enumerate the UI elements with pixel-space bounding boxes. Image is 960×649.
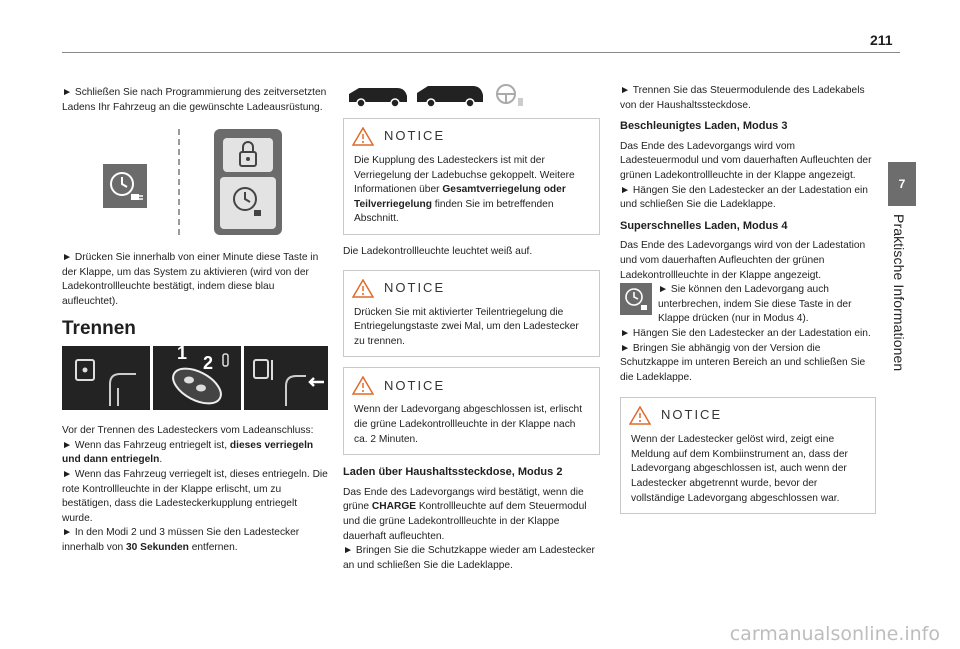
notice-box — [620, 397, 876, 514]
warning-icon — [352, 127, 374, 146]
text: Die Kupplung des Ladesteckers ist mit der Verriegelung der Ladebuchse gekoppelt. Weitere Informationen über — [354, 155, 575, 196]
header-rule — [62, 52, 900, 53]
van-icon — [347, 84, 409, 108]
chapter-tab[interactable]: 7 — [888, 162, 916, 206]
text: Das Ende des Ladevorgangs wird bestätigt, wenn die grüne — [343, 486, 584, 513]
paragraph: Vor der Trennen des Ladesteckers vom Ladeanschluss: — [62, 425, 314, 437]
paragraph: Die Ladekontrollleuchte leuchtet weiß auf. — [343, 245, 533, 257]
page-number: 211 — [870, 32, 893, 48]
paragraph — [343, 486, 600, 544]
step-number-2: 2 — [203, 353, 214, 374]
text: finden Sie im betreffenden Abschnitt. — [354, 198, 554, 225]
warning-icon — [352, 376, 374, 395]
bullet-item: ► Hängen Sie den Ladestecker an der Ladestation ein und schließen Sie die Ladeklappe. — [620, 184, 876, 213]
notice-text: Wenn der Ladevorgang abgeschlossen ist, erlischt die grüne Ladekontrollleuchte in der Klappe nach ca. 2 Minuten. — [354, 404, 583, 445]
subsection-heading: Laden über Haushaltssteckdose, Modus 2 — [343, 466, 563, 479]
notice-box — [343, 270, 600, 358]
key-fob-icon — [153, 343, 241, 410]
bullet-item: ► Bringen Sie abhängig von der Version die Schutzkappe im unteren Bereich an und schließen Sie die Ladeklappe. — [620, 342, 876, 386]
charging-flap-panel — [214, 129, 282, 235]
bullet-item: ► Wenn das Fahrzeug verriegelt ist, dieses entriegeln. Die rote Kontrollleuchte in der Klappe erlischt, um zu bestätigen, dass die Ladesteckerkupplung entriegelt wurde. — [62, 468, 328, 526]
bullet-with-icon — [620, 283, 876, 327]
notice-label: NOTICE — [384, 377, 446, 393]
emphasis: Gesamtverriegelung oder Teilverriegelung — [354, 184, 566, 210]
timer-plug-icon — [103, 164, 147, 208]
column-3 — [620, 84, 876, 524]
paragraph: Das Ende des Ladevorgangs wird von der Ladestation und vom dauerhaften Aufleuchten der grünen Ladekontrollleuchte in der Klappe angezeigt. — [620, 240, 866, 281]
paragraph: ► Drücken Sie innerhalb von einer Minute diese Taste in der Klappe, um das System zu aktivieren (wird von der Ladekontrollleuchte bestätigt, indem diese blau aufleuchtet). — [62, 251, 328, 309]
notice-label: NOTICE — [384, 279, 446, 295]
paragraph: ► Schließen Sie nach Programmierung des zeitversetzten Ladens Ihr Fahrzeug an die gewünschte Ladeausrüstung. — [62, 86, 328, 115]
lock-icon — [223, 138, 273, 172]
column-2 — [343, 80, 600, 579]
bullet-item: ► Trennen Sie das Steuermodulende des Ladekabels von der Haushaltssteckdose. — [620, 84, 876, 113]
disconnect-figure — [62, 343, 328, 410]
emphasis: 30 Sekunden — [126, 541, 189, 553]
divider-dashed — [178, 129, 180, 235]
text: In den Modi 2 und 3 müssen Sie den Ladestecker innerhalb von — [62, 527, 300, 553]
text: Wenn das Fahrzeug entriegelt ist, — [74, 439, 230, 451]
bullet-item — [62, 526, 328, 555]
warning-icon — [352, 279, 374, 298]
paragraph: Das Ende des Ladevorgangs wird vom Ladesteuermodul und vom dauerhaften Aufleuchten der grünen Ladekontrollleuchte in der Klappe angezeigt. — [620, 140, 872, 181]
notice-box — [343, 367, 600, 455]
timer-button[interactable] — [220, 177, 276, 229]
notice-box — [343, 118, 600, 235]
bullet-item: ► Hängen Sie den Ladestecker an der Ladestation ein. — [620, 327, 876, 342]
notice-label: NOTICE — [384, 128, 446, 144]
bullet-item: ► Sie können den Ladevorgang auch unterbrechen, indem Sie diese Taste in der Klappe drücken (nur in Modus 4). — [620, 283, 876, 327]
emphasis: CHARGE — [371, 501, 417, 513]
timer-plug-icon — [620, 283, 652, 315]
step-number-1: 1 — [177, 343, 188, 364]
steering-wheel-icon — [491, 82, 525, 108]
text: Kontrollleuchte auf dem Steuermodul und die grüne Ladekontrollleuchte in der Klappe dauerhaft aufleuchten. — [343, 501, 587, 542]
timer-button-figure — [62, 127, 328, 243]
section-heading: Trennen — [62, 317, 136, 339]
watermark[interactable]: carmanualsonline.info — [729, 623, 940, 645]
emphasis: dieses verriegeln und dann entriegeln — [62, 439, 314, 466]
text: entfernen. — [188, 541, 238, 553]
text: . — [159, 454, 163, 466]
bullet-item: ► Bringen Sie die Schutzkappe wieder am Ladestecker an und schließen Sie die Ladeklappe. — [343, 544, 600, 573]
warning-icon — [629, 406, 651, 425]
column-1 — [62, 86, 328, 562]
notice-text — [354, 154, 589, 227]
van-icon — [415, 82, 485, 108]
notice-text: Drücken Sie mit aktivierter Teilentriegelung die Entriegelungstaste zwei Mal, um den Ladestecker zu trennen. — [354, 306, 579, 347]
chapter-title: Praktische Informationen — [891, 214, 907, 372]
subsection-heading: Beschleunigtes Laden, Modus 3 — [620, 120, 788, 133]
notice-label: NOTICE — [661, 407, 723, 423]
vehicle-icons — [347, 80, 600, 108]
bullet-item — [62, 439, 328, 468]
unlock-icon — [244, 346, 328, 410]
lock-icon — [62, 346, 150, 410]
notice-text: Wenn der Ladestecker gelöst wird, zeigt eine Meldung auf dem Kombiinstrument an, dass der Ladevorgang abgeschlossen ist, auch wenn der Ladestecker abgetrennt wurde, bevor der vollständige Ladevorgang abgeschlossen war. — [631, 434, 848, 504]
subsection-heading: Superschnelles Laden, Modus 4 — [620, 219, 788, 232]
